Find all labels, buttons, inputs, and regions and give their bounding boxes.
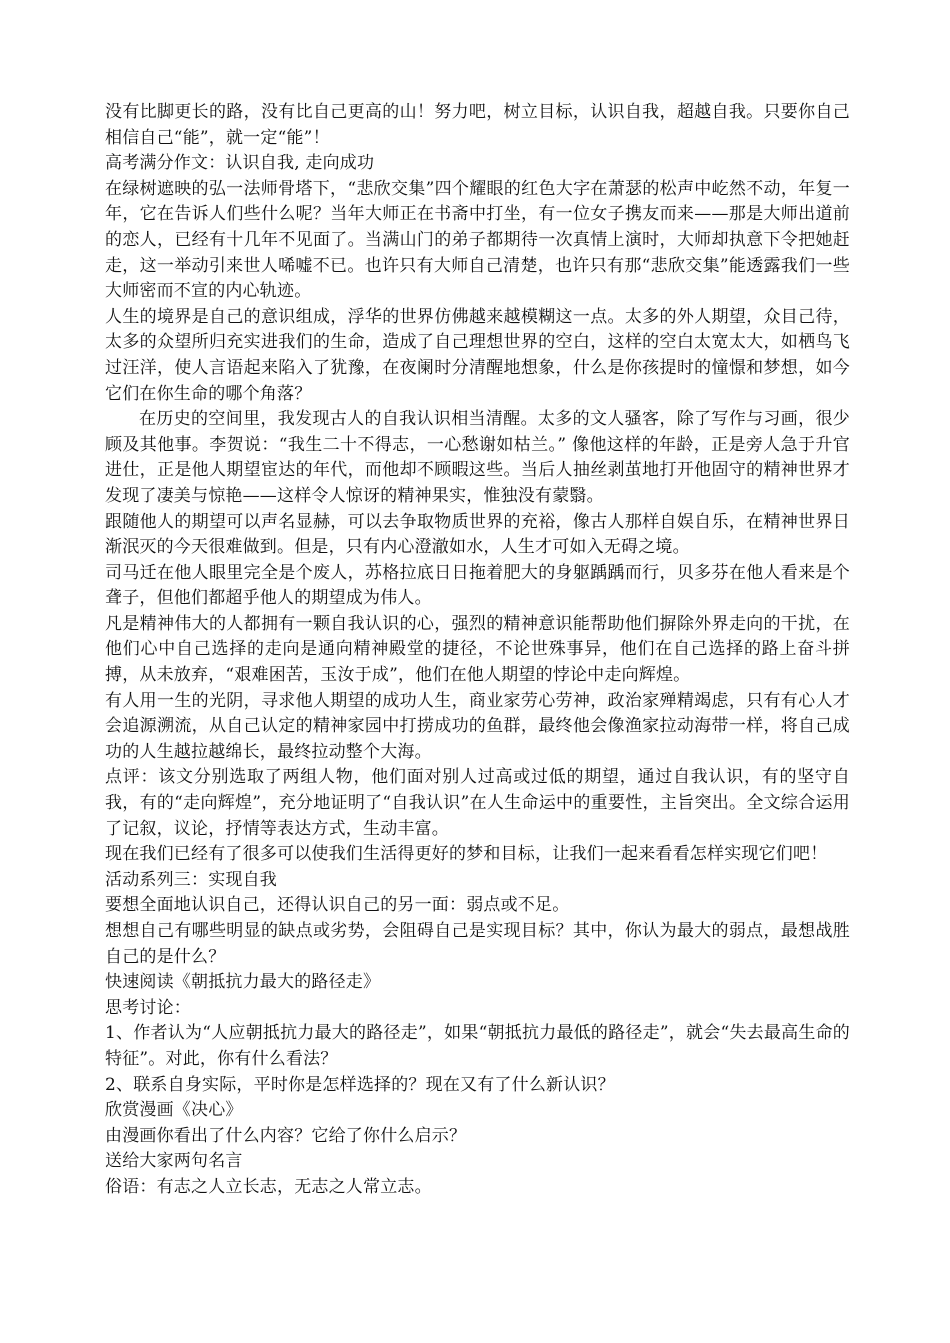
proverb-line: 俗语：有志之人立长志，无志之人常立志。 [105,1176,432,1197]
comic-question: 由漫画你看出了什么内容？它给了你什么启示？ [105,1125,467,1146]
activity-heading: 活动系列三：实现自我 [105,869,277,890]
essay-paragraph-6: 凡是精神伟大的人都拥有一颗自我认识的心，强烈的精神意识能帮助他们摒除外界走向的干扰，在他们心中自己选择的走向是通向精神殿堂的捷径，不论世殊事异，他们在自己选择的路上奋斗拼搏，从未放弃，“艰难困苦，玉汝于成”，他们在他人期望的悖论中走向辉煌。 [105,613,850,686]
quotes-heading: 送给大家两句名言 [105,1151,243,1172]
comic-task: 欣赏漫画《决心》 [105,1100,243,1121]
document-body [105,100,850,1201]
essay-paragraph-7: 有人用一生的光阴，寻求他人期望的成功人生，商业家劳心劳神，政治家殚精竭虑，只有有心人才会追源溯流，从自己认定的精神家园中打捞成功的鱼群，最终他会像渔家拉动海带一样，将自己成功的人生越拉越绵长，最终拉动整个大海。 [105,690,850,762]
reading-task: 快速阅读《朝抵抗力最大的路径走》 [105,972,381,993]
opening-paragraph: 没有比脚更长的路，没有比自己更高的山！努力吧，树立目标，认识自我，超越自我。只要你自己相信自己“能”，就一定“能”！ [105,102,850,148]
essay-paragraph-4: 跟随他人的期望可以声名显赫，可以去争取物质世界的充裕，像古人那样自娱自乐，在精神世界日渐泯灭的今天很难做到。但是，只有内心澄澈如水，人生才可如入无碍之境。 [105,511,850,558]
essay-paragraph-2: 人生的境界是自己的意识组成，浮华的世界仿佛越来越模糊这一点。太多的外人期望，众目己待，太多的众望所归充实进我们的生命，造成了自己理想世界的空白，这样的空白太宽太大，如栖鸟飞过汪洋，使人言语起来陷入了犹豫，在夜阑时分清醒地想象，什么是你孩提时的憧憬和梦想，如今它们在你生命的哪个角落？ [105,306,850,404]
essay-paragraph-3: 在历史的空间里，我发现古人的自我认识相当清醒。太多的文人骚客，除了写作与习画，很少顾及其他事。李贺说：“我生二十不得志，一心愁谢如枯兰。” 像他这样的年龄，正是旁人急于升官进仕，正是他人期望宦达的年代，而他却不顾暇这些。当后人抽丝剥茧地打开他固守的精神世界才发现了凄美与惊艳——这样令人惊讶的精神果实，惟独没有蒙翳。 [105,409,850,506]
transition-paragraph: 现在我们已经有了很多可以使我们生活得更好的梦和目标，让我们一起来看看怎样实现它们吧！ [105,844,828,865]
essay-paragraph-5: 司马迁在他人眼里完全是个废人，苏格拉底日日拖着肥大的身躯踽踽而行，贝多芬在他人看来是个聋子，但他们都超乎他人的期望成为伟人。 [105,562,850,609]
commentary-paragraph: 点评：该文分别选取了两组人物，他们面对别人过高或过低的期望，通过自我认识，有的坚守自我，有的“走向辉煌”，充分地证明了“自我认识”在人生命运中的重要性，主旨突出。全文综合运用了记叙，议论，抒情等表达方式，生动丰富。 [105,767,850,839]
essay-title: 高考满分作文：认识自我, 走向成功 [105,153,375,174]
activity-intro: 要想全面地认识自己，还得认识自己的另一面：弱点或不足。 [105,895,570,916]
activity-question: 想想自己有哪些明显的缺点或劣势，会阻碍自己是实现目标？其中，你认为最大的弱点，最想战胜自己的是什么？ [105,921,850,967]
discussion-heading: 思考讨论： [105,997,191,1018]
discussion-question-2: 2、联系自身实际，平时你是怎样选择的？现在又有了什么新认识？ [105,1074,615,1095]
discussion-question-1: 1、作者认为“人应朝抵抗力最大的路径走”，如果“朝抵抗力最低的路径走”，就会“失去最高生命的特征”。对此，你有什么看法？ [105,1023,850,1069]
essay-paragraph-1: 在绿树遮映的弘一法师骨塔下，“悲欣交集”四个耀眼的红色大字在萧瑟的松声中屹然不动，年复一年，它在告诉人们些什么呢？当年大师正在书斋中打坐，有一位女子携友而来——那是大师出道前的恋人，已经有十几年不见面了。当满山门的弟子都期待一次真情上演时，大师却执意下令把她赶走，这一举动引来世人唏嘘不已。也许只有大师自己清楚，也许只有那“悲欣交集”能透露我们一些大师密而不宣的内心轨迹。 [105,178,850,302]
